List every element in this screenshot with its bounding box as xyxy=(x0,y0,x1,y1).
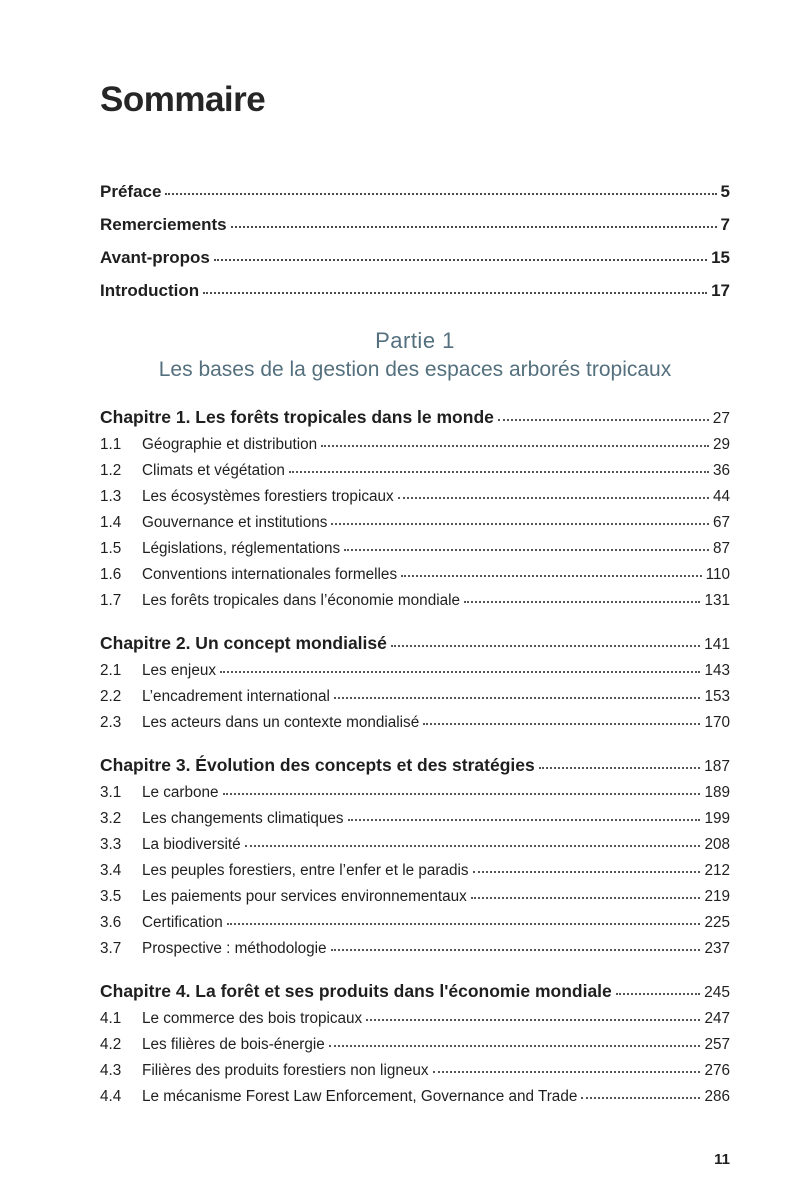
section-page-number: 29 xyxy=(712,436,730,453)
toc-page-number: 7 xyxy=(720,215,730,234)
section-label: Législations, réglementations xyxy=(142,540,341,557)
chapter-heading xyxy=(100,981,730,1002)
chapter-title: Chapitre 1. Les forêts tropicales dans le monde xyxy=(100,407,494,427)
section-number: 3.1 xyxy=(100,784,122,801)
section-number: 3.7 xyxy=(100,940,122,957)
toc-entry xyxy=(100,281,730,301)
chapter-title: Chapitre 2. Un concept mondialisé xyxy=(100,633,387,653)
chapter-title: Chapitre 3. Évolution des concepts et des stratégies xyxy=(100,755,535,775)
section-label: Conventions internationales formelles xyxy=(142,566,398,583)
section-row xyxy=(100,462,730,480)
section-label: Les peuples forestiers, entre l’enfer et le paradis xyxy=(142,862,469,879)
dotted-leader xyxy=(401,575,702,577)
chapter-title: Chapitre 4. La forêt et ses produits dans l'économie mondiale xyxy=(100,981,612,1001)
section-page-number: 143 xyxy=(704,662,730,679)
dotted-leader xyxy=(348,819,701,821)
section-page-number: 44 xyxy=(712,488,730,505)
dotted-leader xyxy=(464,601,700,603)
section-number: 2.2 xyxy=(100,688,122,705)
toc-entry xyxy=(100,248,730,268)
section-page-number: 67 xyxy=(712,514,730,531)
toc-entry-label: Remerciements xyxy=(100,215,227,234)
section-row xyxy=(100,810,730,828)
toc-page-number: 5 xyxy=(720,182,730,201)
dotted-leader xyxy=(223,793,701,795)
section-number: 1.5 xyxy=(100,540,122,557)
chapter-page-number: 187 xyxy=(704,758,730,775)
section-row xyxy=(100,784,730,802)
toc-entry-label: Introduction xyxy=(100,281,200,300)
chapter-heading xyxy=(100,633,730,654)
section-label: Certification xyxy=(142,914,223,931)
section-page-number: 276 xyxy=(704,1062,730,1079)
section-label: Le mécanisme Forest Law Enforcement, Governance and Trade xyxy=(142,1088,578,1105)
section-row xyxy=(100,1062,730,1080)
section-label: Climats et végétation xyxy=(142,462,285,479)
part-title: Les bases de la gestion des espaces arborés tropicaux xyxy=(158,358,672,381)
section-number: 3.5 xyxy=(100,888,122,905)
section-number: 1.6 xyxy=(100,566,122,583)
dotted-leader xyxy=(616,993,700,995)
dotted-leader xyxy=(331,523,709,525)
section-page-number: 257 xyxy=(704,1036,730,1053)
dotted-leader xyxy=(391,645,700,647)
section-page-number: 219 xyxy=(704,888,730,905)
section-page-number: 87 xyxy=(712,540,730,557)
section-row xyxy=(100,514,730,532)
section-number: 4.2 xyxy=(100,1036,122,1053)
section-row xyxy=(100,888,730,906)
section-page-number: 189 xyxy=(704,784,730,801)
section-page-number: 110 xyxy=(705,566,730,583)
dotted-leader xyxy=(366,1019,700,1021)
section-row xyxy=(100,436,730,454)
dotted-leader xyxy=(231,226,717,228)
section-label: Les paiements pour services environnementaux xyxy=(142,888,467,905)
dotted-leader xyxy=(473,871,701,873)
section-number: 1.4 xyxy=(100,514,122,531)
chapter-heading xyxy=(100,407,730,428)
section-label: Les filières de bois-énergie xyxy=(142,1036,325,1053)
dotted-leader xyxy=(165,193,716,195)
section-label: Les changements climatiques xyxy=(142,810,344,827)
section-page-number: 170 xyxy=(704,714,730,731)
section-number: 1.2 xyxy=(100,462,122,479)
section-page-number: 208 xyxy=(704,836,730,853)
toc-entry-label: Préface xyxy=(100,182,162,201)
page-footer xyxy=(100,1151,730,1168)
section-label: Gouvernance et institutions xyxy=(142,514,328,531)
section-number: 2.1 xyxy=(100,662,122,679)
dotted-leader xyxy=(214,259,707,261)
section-label: Les écosystèmes forestiers tropicaux xyxy=(142,488,394,505)
section-row xyxy=(100,836,730,854)
section-row xyxy=(100,1036,730,1054)
dotted-leader xyxy=(329,1045,701,1047)
section-label: Géographie et distribution xyxy=(142,436,318,453)
section-label: Les forêts tropicales dans l’économie mondiale xyxy=(142,592,461,609)
section-label: Le carbone xyxy=(142,784,219,801)
section-page-number: 247 xyxy=(704,1010,730,1027)
chapter-page-number: 27 xyxy=(712,410,730,427)
toc-page-number: 17 xyxy=(711,281,730,300)
chapter-page-number: 141 xyxy=(704,636,730,653)
part-header xyxy=(100,328,730,382)
section-number: 4.1 xyxy=(100,1010,122,1027)
dotted-leader xyxy=(423,723,700,725)
dotted-leader xyxy=(245,845,701,847)
section-row xyxy=(100,566,730,584)
section-page-number: 153 xyxy=(704,688,730,705)
section-page-number: 131 xyxy=(704,592,730,609)
toc-entry xyxy=(100,182,730,202)
section-page-number: 286 xyxy=(704,1088,730,1105)
folio-page-number: 11 xyxy=(714,1151,730,1168)
dotted-leader xyxy=(334,697,701,699)
section-row xyxy=(100,940,730,958)
section-number: 1.1 xyxy=(100,436,122,453)
part-number: Partie 1 xyxy=(375,328,455,353)
section-row xyxy=(100,592,730,610)
page-title: Sommaire xyxy=(100,80,266,119)
chapter-heading xyxy=(100,755,730,776)
section-label: Les acteurs dans un contexte mondialisé xyxy=(142,714,420,731)
dotted-leader xyxy=(433,1071,701,1073)
chapter-page-number: 245 xyxy=(704,984,730,1001)
dotted-leader xyxy=(398,497,709,499)
dotted-leader xyxy=(289,471,709,473)
section-row xyxy=(100,714,730,732)
section-row xyxy=(100,662,730,680)
section-number: 1.7 xyxy=(100,592,122,609)
toc-front-matter xyxy=(100,182,730,314)
section-row xyxy=(100,1010,730,1028)
dotted-leader xyxy=(321,445,709,447)
section-page-number: 212 xyxy=(704,862,730,879)
section-row xyxy=(100,862,730,880)
section-label: Filières des produits forestiers non ligneux xyxy=(142,1062,429,1079)
section-number: 3.2 xyxy=(100,810,122,827)
section-label: Les enjeux xyxy=(142,662,216,679)
section-row xyxy=(100,688,730,706)
section-row xyxy=(100,488,730,506)
toc-page-number: 15 xyxy=(711,248,730,267)
section-number: 4.4 xyxy=(100,1088,122,1105)
toc-entry xyxy=(100,215,730,235)
dotted-leader xyxy=(581,1097,700,1099)
section-label: L’encadrement international xyxy=(142,688,330,705)
dotted-leader xyxy=(471,897,701,899)
toc-entry-label: Avant-propos xyxy=(100,248,210,267)
section-number: 2.3 xyxy=(100,714,122,731)
section-label: La biodiversité xyxy=(142,836,241,853)
dotted-leader xyxy=(203,292,707,294)
dotted-leader xyxy=(220,671,700,673)
section-label: Prospective : méthodologie xyxy=(142,940,327,957)
section-row xyxy=(100,1088,730,1106)
section-row xyxy=(100,540,730,558)
dotted-leader xyxy=(344,549,709,551)
section-page-number: 199 xyxy=(704,810,730,827)
section-page-number: 36 xyxy=(712,462,730,479)
section-number: 3.3 xyxy=(100,836,122,853)
dotted-leader xyxy=(227,923,701,925)
section-number: 3.4 xyxy=(100,862,122,879)
section-number: 4.3 xyxy=(100,1062,122,1079)
section-number: 3.6 xyxy=(100,914,122,931)
dotted-leader xyxy=(539,767,700,769)
section-row xyxy=(100,914,730,932)
dotted-leader xyxy=(498,419,709,421)
section-page-number: 237 xyxy=(704,940,730,957)
section-number: 1.3 xyxy=(100,488,122,505)
section-label: Le commerce des bois tropicaux xyxy=(142,1010,363,1027)
section-page-number: 225 xyxy=(704,914,730,931)
dotted-leader xyxy=(331,949,701,951)
